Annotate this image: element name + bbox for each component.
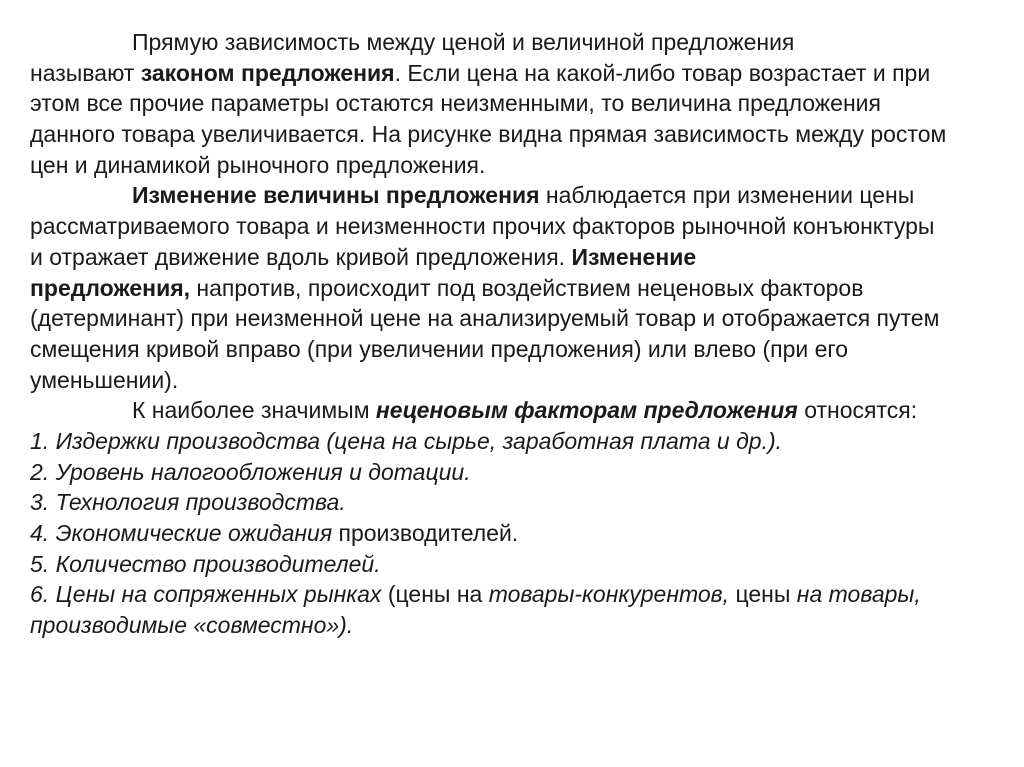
text-run: рассматриваемого товара и неизменности прочих факторов рыночной конъюнктуры [30,213,935,240]
text-run: товары-конкурентов, [488,581,730,608]
text-run: наблюдается при изменении цены [539,182,915,209]
text-line [30,88,1010,119]
text-run: производителей. [332,520,519,546]
text-run: производимые «совместно»). [30,612,354,639]
text-run: . Если цена на какой-либо товар возрастает и при [394,59,931,86]
factor-list [30,426,1010,641]
text-run: уменьшении). [30,366,179,393]
text-line [30,487,1010,518]
factor-item [30,549,1010,580]
text-line [30,518,1010,549]
text-line [30,457,1010,488]
text-run: на товары, [796,581,921,608]
text-run: данного товара увеличивается. На рисунке видна прямая зависимость между ростом [30,121,947,148]
text-run: 1. Издержки производства (цена на сырье, заработная плата и др.). [30,427,783,454]
factor-item [30,426,1010,457]
text-run: предложения, [30,274,191,301]
text-run: цены [729,581,797,608]
text-run: 4. Экономические ожидания [30,520,333,546]
text-run: называют [30,59,141,86]
text-run: 2. Уровень налогообложения и дотации. [30,458,471,485]
text-line [30,334,1010,365]
text-run: 5. Количество производителей. [30,550,381,577]
text-line [30,242,1010,273]
text-line [30,180,1010,211]
text-line [30,27,1010,58]
text-run: и отражает движение вдоль кривой предложения. [30,243,572,270]
text-line [30,610,1010,641]
text-run: смещения кривой вправо (при увеличении предложения) или влево (при его [30,335,849,362]
document-body [30,27,1010,641]
text-line [30,426,1010,457]
factor-item [30,487,1010,518]
text-run: цен и динамикой рыночного предложения. [30,151,486,178]
text-line [30,395,1010,426]
paragraph [30,395,1010,426]
text-run: Изменение [571,243,697,270]
text-run: (детерминант) при неизменной цене на анализируемый товар и отображается путем [30,305,940,332]
text-run: 6. Цены на сопряженных рынках [30,581,382,608]
text-line [30,365,1010,396]
text-line [30,211,1010,242]
text-run: законом предложения [140,59,395,86]
text-run: относятся: [797,397,918,424]
factor-item [30,518,1010,549]
text-line [30,150,1010,181]
text-run: Изменение величины предложения [132,182,540,209]
text-run: 3. Технология производства. [30,489,346,516]
factor-item [30,457,1010,488]
text-run: Прямую зависимость между ценой и величиной предложения [132,29,795,55]
text-run: этом все прочие параметры остаются неизменными, то величина предложения [30,90,881,117]
paragraph [30,27,1010,180]
text-run: неценовым факторам предложения [375,397,798,424]
text-run: напротив, происходит под воздействием неценовых факторов [190,274,864,301]
text-run: К наиболее значимым [132,397,376,424]
text-line [30,273,1010,304]
text-line [30,549,1010,580]
text-run: (цены на [381,581,489,608]
text-line [30,303,1010,334]
text-line [30,119,1010,150]
text-line [30,579,1010,610]
paragraph [30,180,1010,395]
factor-item [30,579,1010,640]
text-line [30,58,1010,89]
